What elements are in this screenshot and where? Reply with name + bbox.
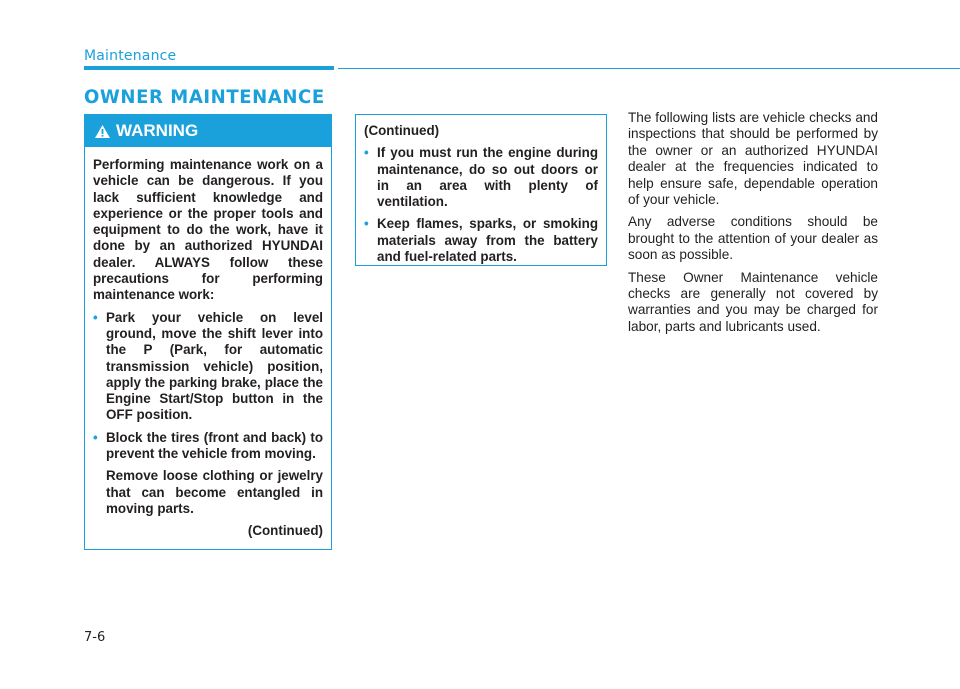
warning-triangle-icon bbox=[95, 125, 110, 138]
continued-bullet-text: Keep flames, sparks, or smoking materials away from the battery and fuel-related parts. bbox=[377, 216, 598, 265]
continued-box bbox=[355, 114, 607, 266]
bullet-dot: • bbox=[364, 145, 369, 161]
page-title: OWNER MAINTENANCE bbox=[84, 86, 325, 108]
warning-box bbox=[84, 114, 332, 550]
continued-heading: (Continued) bbox=[364, 123, 440, 138]
warning-extra: Remove loose clothing or jewelry that can become entangled in moving parts. bbox=[106, 468, 323, 516]
continued-bullet bbox=[364, 145, 598, 210]
warning-bullet-text: Block the tires (front and back) to prevent the vehicle from moving. bbox=[106, 429, 323, 462]
body-paragraph: Any adverse conditions should be brought to the attention of your dealer as soon as possible. bbox=[628, 214, 878, 263]
warning-label: WARNING bbox=[116, 121, 199, 140]
warning-header bbox=[85, 115, 331, 147]
body-paragraph: These Owner Maintenance vehicle checks are generally not covered by warranties and you may be charged for labor, parts and lubricants used. bbox=[628, 269, 878, 334]
section-label: Maintenance bbox=[84, 48, 177, 64]
bullet-dot: • bbox=[93, 429, 98, 445]
bullet-dot: • bbox=[93, 309, 98, 325]
header-rule-thick bbox=[84, 66, 334, 70]
continued-bullet bbox=[364, 216, 598, 265]
header-rule-thin bbox=[338, 68, 960, 69]
page-number: 7-6 bbox=[84, 630, 106, 645]
continued-label: (Continued) bbox=[247, 523, 323, 539]
bullet-dot: • bbox=[364, 216, 369, 232]
warning-bullet-text: Park your vehicle on level ground, move the shift lever into the P (Park, for automatic transmission vehicle) position, apply the parking brake, place the Engine Start/Stop button in the OFF position. bbox=[106, 309, 323, 423]
body-column bbox=[628, 110, 878, 341]
body-paragraph: The following lists are vehicle checks and inspections that should be performed by the owner or an authorized HYUNDAI dealer at the frequencies indicated to help ensure safe, dependable operation of your vehicle. bbox=[628, 110, 878, 208]
warning-bullet bbox=[93, 310, 323, 424]
continued-bullet-text: If you must run the engine during maintenance, do so out doors or in an area with plenty of ventilation. bbox=[377, 145, 598, 210]
warning-bullet bbox=[93, 430, 323, 463]
warning-intro: Performing maintenance work on a vehicle can be dangerous. If you lack sufficient knowledge and experience or the proper tools and equipment to do the work, have it done by an authorized HYUNDAI dealer. ALWAYS follow these precautions for performing maintenance work: bbox=[93, 157, 323, 303]
